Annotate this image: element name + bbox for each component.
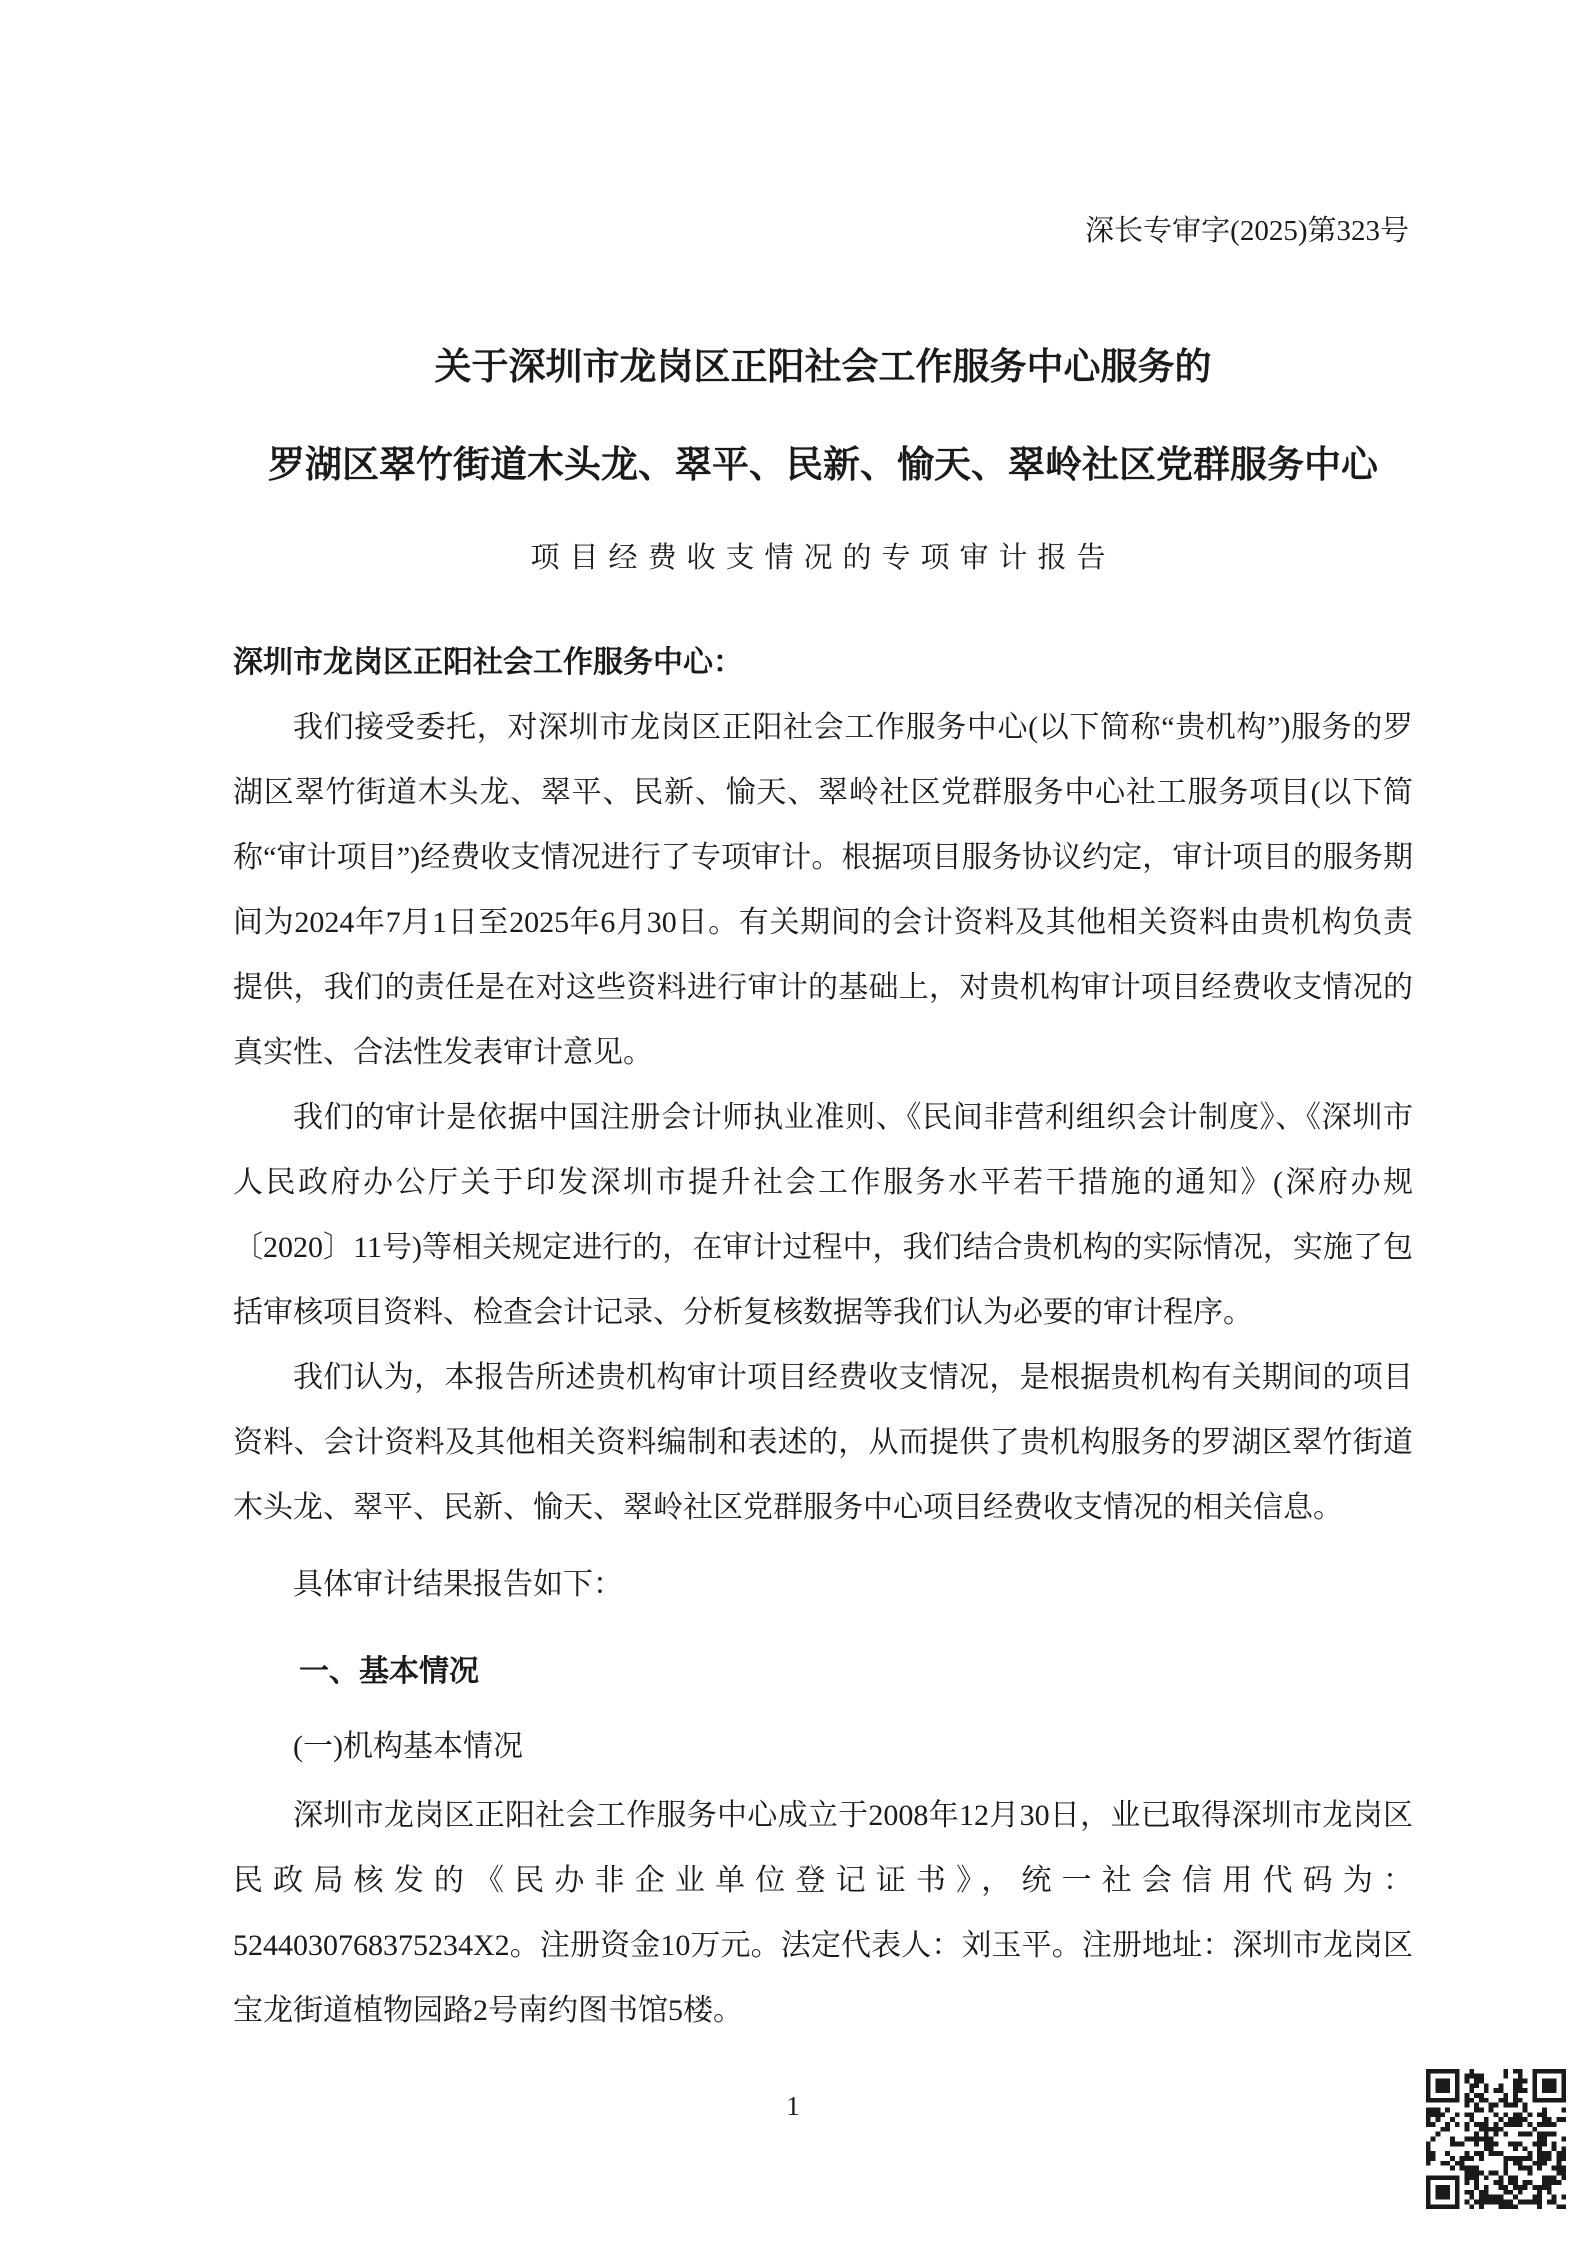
document-ref-number: 深长专审字(2025)第323号 xyxy=(1085,215,1409,247)
lead-in-line: 具体审计结果报告如下： xyxy=(293,1568,623,1601)
section-subheading-org-basic-info: (一)机构基本情况 xyxy=(293,1730,523,1763)
document-content xyxy=(233,0,1413,2043)
page-number: 1 xyxy=(786,2091,800,2121)
body-paragraph: 我们接受委托，对深圳市龙岗区正阳社会工作服务中心(以下简称“贵机构”)服务的罗湖区翠竹街道木头龙、翠平、民新、愉天、翠岭社区党群服务中心社工服务项目(以下简称“审计项目”)经费收支情况进行了专项审计。根据项目服务协议约定，审计项目的服务期间为2024年7月1日至2025年6月30日。有关期间的会计资料及其他相关资料由贵机构负责提供，我们的责任是在对这些资料进行审计的基础上，对贵机构审计项目经费收支情况的真实性、合法性发表审计意见。 xyxy=(233,711,1413,1069)
document-title-line-2: 罗湖区翠竹街道木头龙、翠平、民新、愉天、翠岭社区党群服务中心 xyxy=(268,445,1378,486)
body-paragraph: 我们认为，本报告所述贵机构审计项目经费收支情况，是根据贵机构有关期间的项目资料、会计资料及其他相关资料编制和表述的，从而提供了贵机构服务的罗湖区翠竹街道木头龙、翠平、民新、愉天、翠岭社区党群服务中心项目经费收支情况的相关信息。 xyxy=(233,1361,1413,1524)
section-heading-basic-info: 一、基本情况 xyxy=(299,1655,479,1688)
section-paragraph: 深圳市龙岗区正阳社会工作服务中心成立于2008年12月30日，业已取得深圳市龙岗区民政局核发的《民办非企业单位登记证书》，统一社会信用代码为：5244030768375234X2。注册资金10万元。法定代表人：刘玉平。注册地址：深圳市龙岗区宝龙街道植物园路2号南约图书馆5楼。 xyxy=(233,1799,1413,2027)
body-paragraph: 我们的审计是依据中国注册会计师执业准则、《民间非营利组织会计制度》、《深圳市人民政府办公厅关于印发深圳市提升社会工作服务水平若干措施的通知》(深府办规〔2020〕11号)等相关规定进行的，在审计过程中，我们结合贵机构的实际情况，实施了包括审核项目资料、检查会计记录、分析复核数据等我们认为必要的审计程序。 xyxy=(233,1101,1413,1329)
salutation-line: 深圳市龙岗区正阳社会工作服务中心： xyxy=(233,646,743,679)
document-title-line-1: 关于深圳市龙岗区正阳社会工作服务中心服务的 xyxy=(434,347,1212,388)
document-subtitle: 项目经费收支情况的专项审计报告 xyxy=(530,542,1116,574)
qr-code xyxy=(1420,2064,1572,2214)
